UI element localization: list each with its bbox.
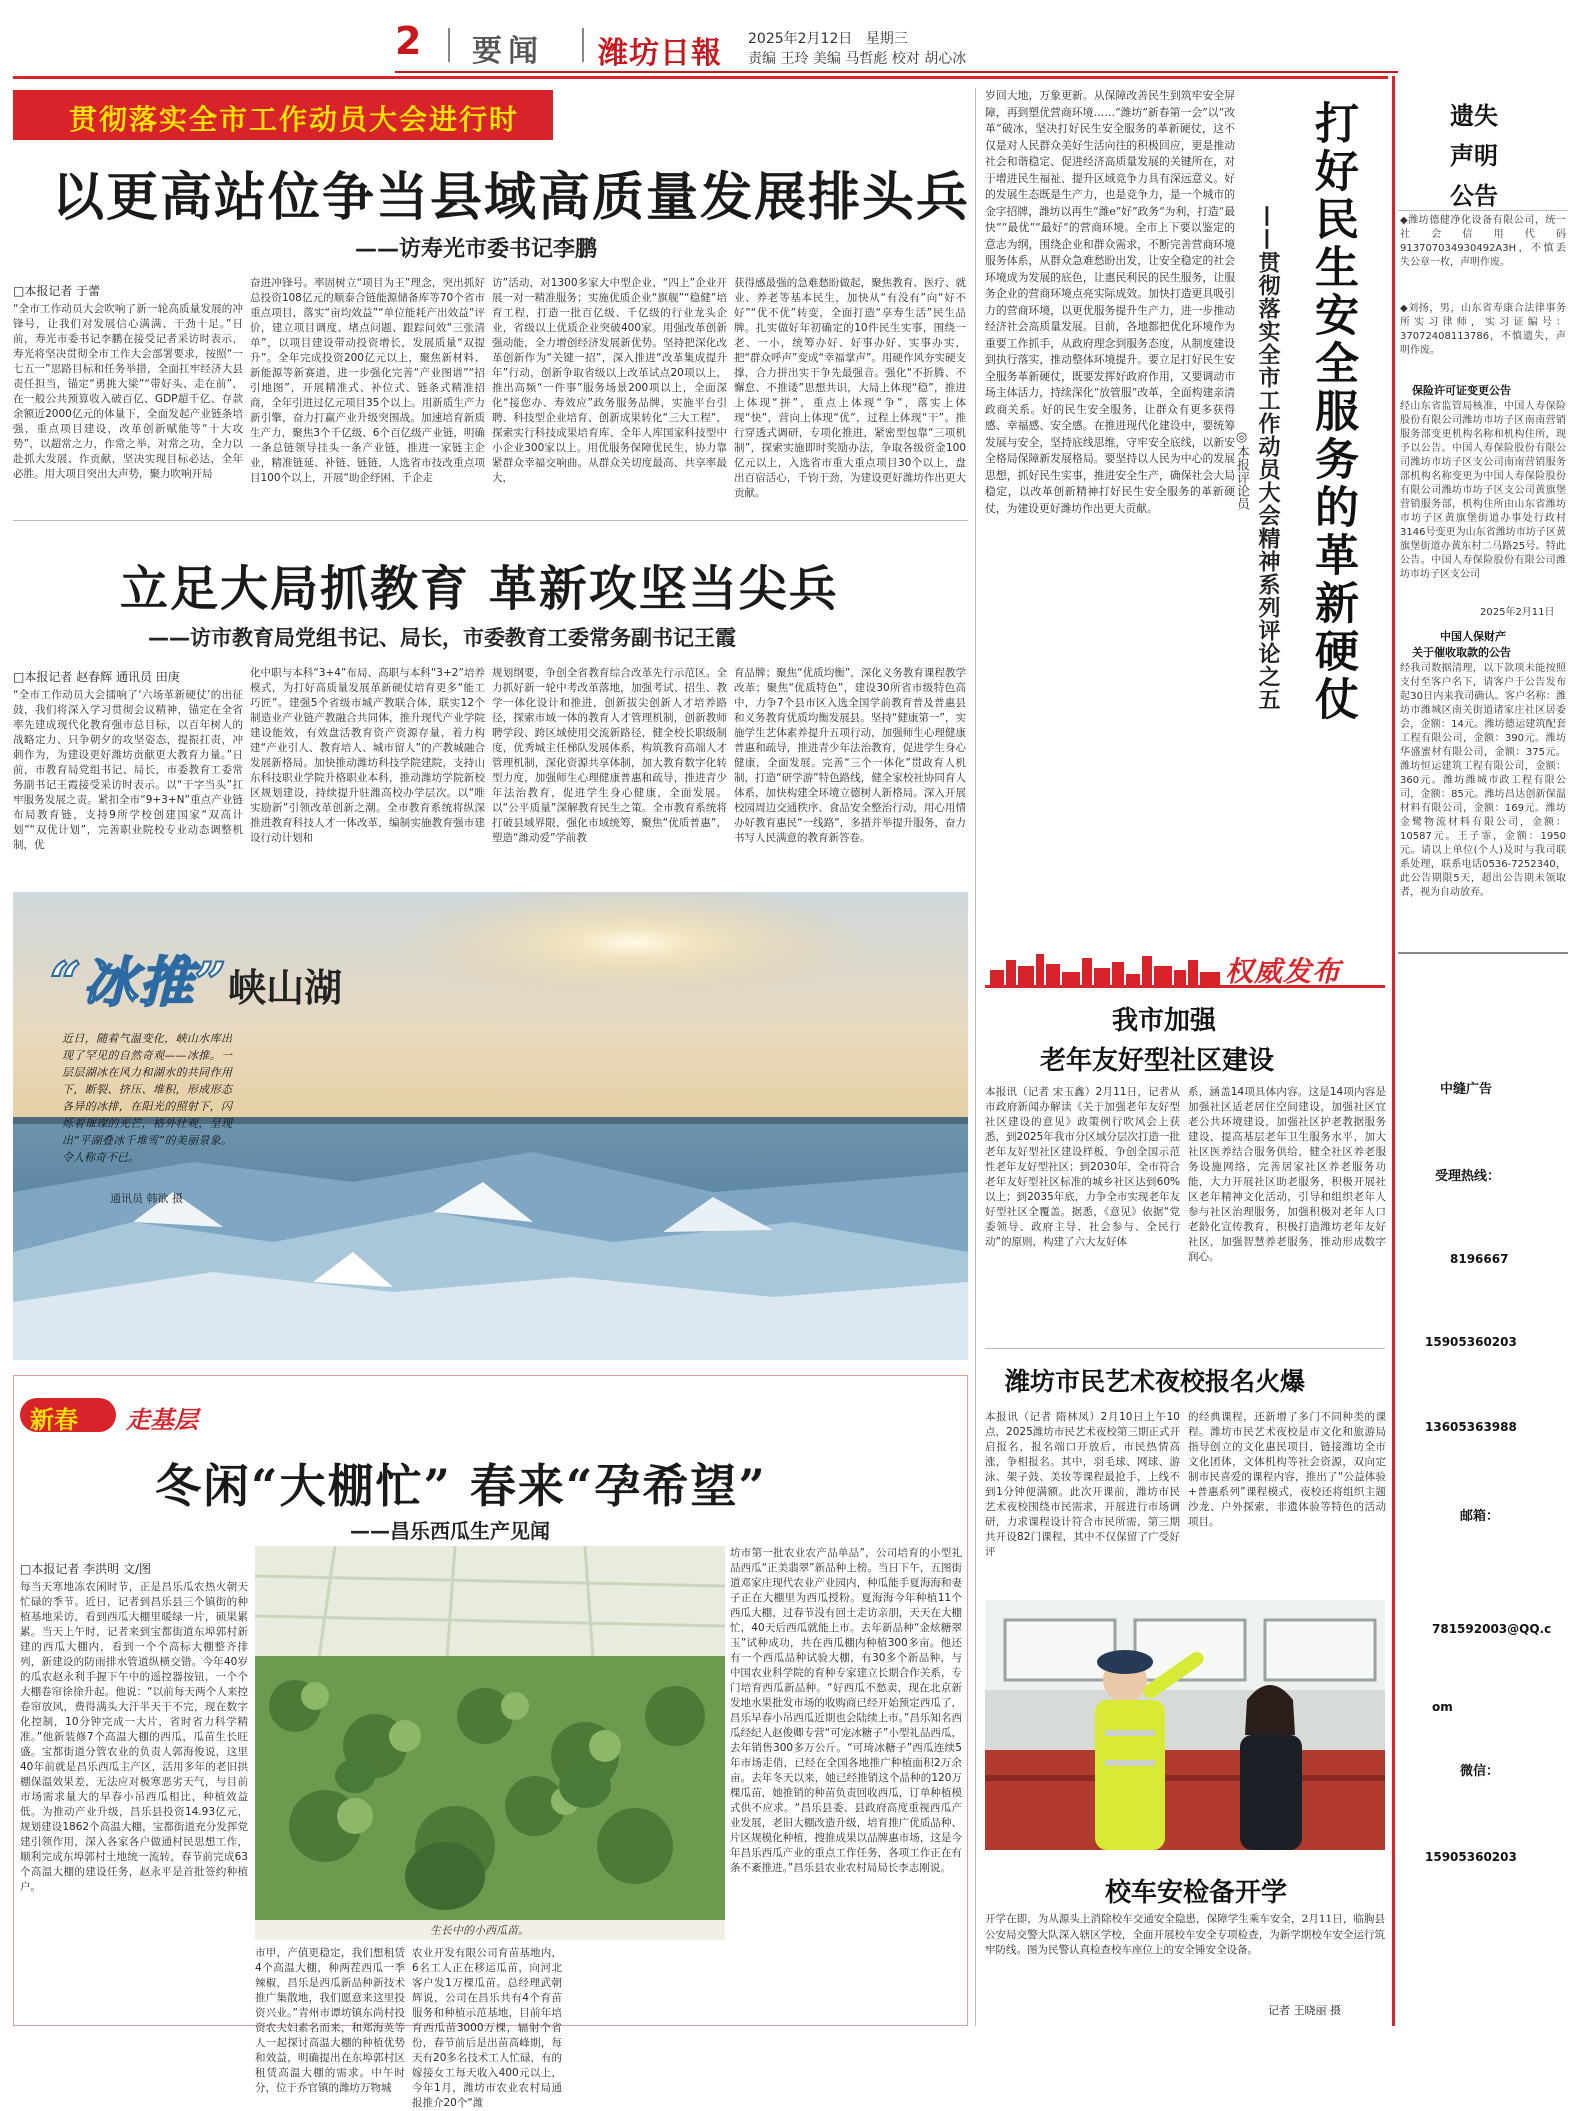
authority-art3-credit: 记者 王晓丽 摄 (1268, 2004, 1341, 2017)
claim-title-2: 关于催收取款的公告 (1412, 646, 1511, 659)
article2-byline: □本报记者 赵春辉 通讯员 田庚 (13, 670, 180, 684)
license-text: 经山东省监管局核准，中国人寿保险股份有限公司潍坊市坊子区南南营销服务部变更机构名称和机构住所，现予以公告。中国人寿保险股份有限公司潍坊市坊子区支公司南南营销服务部机构名称变更为中国人寿保险股份有限公司潍坊市坊子区支公司黄旗堡营销服务部，机构住所由山东省潍坊市坊子区黄旗堡街道办事处行政村3146号变更为山东省潍坊市坊子区黄旗堡街道办黄东村二马路25号。特此公告。中国人寿保险股份有限公司潍坊市坊子区支公司 (1400, 401, 1566, 580)
article3-col3: 农业开发有限公司育苗基地内，6名工人正在移运瓜苗，向河北客户发1万棵瓜苗。总经理武朝辉说，公司在昌乐共有4个育苗服务和种植示范基地，目前年培育西瓜苗3000万棵，辐射个省份，春节前后是出苗高峰期，每天有20多名技术工人忙碌，有的嫁接女工每天收入400元以上，今年1月，潍坊市农业农村局通报推介20个“潍 (412, 1947, 562, 2109)
authority-art1-title-1: 我市加强 (1112, 1006, 1217, 1036)
article2-col2: 化中职与本科“3+4”布局、高职与本科“3+2”培养模式，为打好高质量发展革新硬仗培育更多“能工巧匠”。建强5个省级市城产教联合体，联实12个制造业产业链产教融合共同体，推升现代产业学院建设能效，有效盘活教育资产资源存量，着力构建“产业引人、教育培人、城市留人”的产教城融合发展新格局。加快推动潍坊科技学院建院，支持山东科技职业学院升格职业本科，推动潍坊学院新校区规划建设，持续提升驻潍高校办学层次。以“唯实励新”引领改革创新之潮。全市教育系统将纵深推进教育科技人才一体改革，编制实施教育强市建设行动计划和 (250, 667, 485, 844)
license-title: 保险许可证变更公告 (1412, 384, 1511, 397)
watermelon-greenhouse-image (255, 1546, 725, 1940)
paper-name: 潍坊日報 (598, 36, 722, 71)
email-label: 邮箱： (1460, 1509, 1500, 1524)
divider (985, 1348, 1385, 1349)
ad-title: 中缝广告 (1440, 1082, 1493, 1097)
ice-push-caption: 近日，随着气温变化，峡山水库出现了罕见的自然奇观——冰推。一层层湖冰在风力和湖水的共同作用下，断裂、挤压、堆积，形成形态各异的冰排，在阳光的照射下，闪烁着璀璨的光芒，格外壮观，呈现出“平湖叠冰千堆雪”的美丽景象。令人称奇不已。 (62, 1032, 232, 1164)
wechat-label: 微信： (1460, 1764, 1500, 1779)
authority-art1-col2: 系，涵盖14项具体内容。这是14项内容是加强社区适老居住空间建设，加强社区宜老公共环境建设，加强社区护老教据服务建设，提高基层老年卫生服务水平，加大社区医养结合服务供给，健全社区养老服务设施网络，完善居家社区养老服务功能，大力开展社区助老服务，积极开展社区老年精神文化活动，引导和组织老年人参与社区治理服务，加强积极对老年人口老龄化宣传教育，积极打造潍坊老年友好社区，加强智慧养老服务，推动形成数字润心。 (1188, 1086, 1386, 1263)
commentary-author: ◎本报评论员 (1234, 430, 1249, 510)
article3-col1: 每当天寒地冻农闲时节，正是昌乐瓜农热火朝天忙碌的季节。近日，记者到昌乐县三个镇街的种植基地采访，看到西瓜大棚里暖绿一片，硕果累累。当天上午时，记者来到宝都街道东埠郭村新建的西瓜大棚内，看到一个个高标大棚整齐排列，新建设的防雨排水管道纵横交错。今年40岁的瓜农赵永利手握下午中的遥控器按钮，一个个大棚卷帘徐徐升起。他说：“以前每天两个人来控卷帘放风，费得满头大汗半天干不完，现在数字化控制，10分钟完成一大片，省时省力科学精准。”他新装修7个高温大棚的西瓜，瓜苗生长旺盛。宝都街道分管农业的负责人郭海俊说，这里40年前就是昌乐西瓜主产区，活用多年的老旧拱棚保温效果差，无法应对极寒恶劣天气，与目前市场需求量大的早春小吊西瓜相比，种植效益低。为推动产业升级，昌乐县投资14.93亿元，规划建设1862个高温大棚，宝都街道充分发挥党建引领作用，深入各家各户做通村民思想工作，顺利完成东埠郭村土地统一流转，春节前完成63个高温大棚的建设任务，赵永平是首批签约种植户。 (20, 1581, 248, 1893)
sidebar-notice-1: ◆潍坊德健净化设备有限公司，统一社会信用代码913707034930492A3H，不慎丢失公章一枚，声明作废。 (1400, 215, 1566, 268)
ice-push-title-rest: 峡山湖 (228, 965, 343, 1010)
ice-push-title-quoted: “冰推” (50, 950, 229, 1014)
ice-push-title (50, 940, 342, 1017)
article1-col4: 获得感最强的急难愁盼做起，聚焦教育、医疗、就业、养老等基本民生，加快从“有没有”向“好不好”“优不优”转变，全面打造“享寿生活”民生品牌。扎实做好年初确定的10件民生实事，围绕一老、一小，统筹办好、好事办好、实事办实，把“群众呼声”变成“幸福掌声”。用硬作风夯实硬支撑，合力拼出实干争先最强音。强化“不折腾、不懈怠、不推诿”思想共识，大局上体现“稳”，推进上体现“拼”，重点上体现“争”，落实上体现“快”，营向上体现“优”，过程上体现“干”。推行穿透式调研，专项化推进，紧密型包靠“三项机制”，探索实施即时奖励办法，争取各级资金100亿元以上，入选省市重大重点项目30个以上，盘出百宿活心，千钧干劲，为建设更好潍坊作出更大贡献。 (734, 277, 966, 499)
sidebar-title-3: 公告 (1450, 182, 1498, 210)
phone-2[interactable]: 15905360203 (1425, 1335, 1517, 1349)
divider (13, 520, 968, 521)
article2-col4: 育品牌；聚焦“优质均衡”，深化义务教育课程教学改革；聚焦“优质特色”，建设30所省市级特色高中，力争7个县市区入选全国学前教育普及普惠县和义务教育优质均衡发展县。坚持“健康第一”，实施学生艺体素养提升五项行动，加强师生心理健康普惠和疏导，推进青少年法治教育，促进学生身心健康，全面发展。完善“三个一体化”贯政育人机制，打造“研学游”特色路线，健全家校社协同育人体系，加快构建全环境立德树人新格局。深入开展校园周边交通秩序、食品安全整治行动，用心用情办好教育惠民“一线路”，多措并举提升服务，奋力书写人民满意的教育新答卷。 (734, 667, 966, 844)
phone-3[interactable]: 13605363988 (1425, 1420, 1517, 1434)
email-address[interactable]: 781592003@QQ.com (1432, 1622, 1552, 1714)
claim-title-1: 中国人保财产 (1440, 630, 1506, 643)
article2-subtitle: ——访市教育局党组书记、局长，市委教育工委常务副书记王霞 (148, 626, 736, 650)
article1-col1: “全市工作动员大会吹响了新一轮高质量发展的冲锋号，让我们对发展信心满满、干劲十足。”日前，寿光市委书记李鹏在接受记者采访时表示，寿光将坚决贯彻全市工作大会部署要求，按照“一七五一”思路目标和任务举措，全面扛牢经济大县责任担当，锚定“勇挑大梁”“带好头、走在前”，在一般公共预算收入破百亿、GDP超千亿、存款余额近2000亿元的体量下，全面发起产业链条培强，重点项目建设，改革创新赋能等“十大攻势”，以超常之力，作常之举，对常之功，全力以赴抓大发展、作贡献，坚决实现目标必达，全年必胜。用大项目突出大声势，聚力吹响开局 (13, 303, 243, 480)
article2-title: 立足大局抓教育 革新攻坚当尖兵 (120, 561, 839, 617)
claim-text: 经我司数据清理，以下款项未能按照支付至客户名下，请客户于公告发布起30日内来我司确认。客户名称：潍坊市潍城区南关街道诸家庄社区居委会，金额：14元。潍坊德运建筑配套工程有限公司，金额：390元。潍坊华盛蜜材有限公司，金额：375元。潍坊恒运建筑工程有限公司，金额：360元。潍坊潍城市政工程有限公司，金额：85元。潍坊昌达创新保温材料有限公司，金额：169元。潍坊金鹭物流材料有限公司，金额：10587元。王子霏，金额：1950元。请以上单位(个人)及时与我司联系处理，联系电话0536-7252340，此公告期限5天，超出公告期未领取者，视为自动放弃。 (1400, 663, 1566, 898)
article1-col3: 访”活动，对1300多家大中型企业、“四上”企业开展一对一精准服务；实施优质企业“旗舰”“稳健”培育工程，打造一批百亿级、千亿级的行业龙头企业，省级以上优质企业突破400家。用强改革创新强动能，全力增创经济发展新优势。坚持把深化改革创新作为“关键一招”，深入推进“改革集成提升年”行动，创新争取省级以上改革试点20项以上，推出高频“一件事”服务场景200项以上，全面深化“接您办、寿效应”政务服务品牌，实施平台引聘、科技型企业培育、创新成果转化“三大工程”，探索实行科技成果培育库、全年人库国家科技型中小企业300家以上。用优服务保障优民生，协力靠紧群众幸福交响曲。从群众关切度最高、共享率最大， (492, 277, 727, 484)
section-name: 要闻 (472, 34, 544, 69)
authority-art1-col1: 本报讯（记者 宋玉鑫）2月11日，记者从市政府新闻办解读《关于加强老年友好型社区建设的意见》政策例行吹风会上获悉，到2025年我市分区域分层次打造一批老年友好型社区建设样板，争创全国示范性老年友好型社区；到2030年，全市符合老年友好型社区标准的城乡社区达到60%以上；到2035年底，力争全市实现老年友好型社区全覆盖。据悉，《意见》依据“党委领导、政府主导、社会参与、全民行动”的原则，构建了六大友好体 (985, 1086, 1180, 1248)
editors: 责编 王玲 美编 马哲彪 校对 胡心冰 (748, 51, 967, 67)
divider (1398, 210, 1568, 211)
sidebar-divider (1392, 76, 1395, 2026)
authority-art2-col1: 本报讯（记者 隋林凤）2月10日上午10点，2025潍坊市民艺术夜校第三期正式开启报名，报名端口开放后，市民热情高涨，争相报名。其中，羽毛球、网球、游泳、架子鼓、美妆等课程最抢手，上线不到1分钟便满额。此次开课前，潍坊市民艺术夜校围绕市民需求，开展进行市场调研，力求课程设计符合市民所需，第三期共开设82门课程，其中不仅保留了广受好评 (985, 1411, 1180, 1558)
school-bus-inspection-image (985, 1600, 1385, 1850)
sidebar-notice-2: ◆刘扬，男，山东省寿康合法律事务所实习律师，实习证编号：37072408113786，不慎遗失，声明作废。 (1400, 303, 1566, 356)
authority-skyline-icon (990, 950, 1220, 990)
dateline (748, 28, 908, 48)
divider (1398, 952, 1568, 954)
watermelon-caption: 生长中的小西瓜苗。 (430, 1924, 529, 1937)
article2-col1: “全市工作动员大会擂响了‘六场革新硬仗’的出征鼓，我们将深入学习贯彻会议精神，锚定在全省率先建成现代化教育强市总目标，以百年树人的战略定力、只争朝夕的攻坚姿态，提振扛责，冲刺作为，为建设更好潍坊贡献更大教育力量。”日前，市教育局党组书记、局长，市委教育工委常务副书记王霞接受采访时表示。以“干字当头”扛牢服务发展之责。紧扣全市“9+3+N”重点产业链布局教育链，支持9所学校创建国家“双高计划”“双优计划”，完善职业院校专业动态调整机制，优 (13, 689, 243, 851)
article1-title: 以更高站位争当县域高质量发展排头兵 (52, 167, 971, 228)
sidebar-title-1: 遗失 (1450, 102, 1498, 130)
authority-art1-title-2: 老年友好型社区建设 (1040, 1046, 1275, 1076)
license-date: 2025年2月11日 (1480, 607, 1555, 618)
column-divider (975, 88, 976, 2026)
sidebar-title-2: 声明 (1450, 142, 1498, 170)
authority-art3-caption: 开学在即，为从源头上消除校车交通安全隐患，保障学生乘车安全，2月11日，临朐县公安局交警大队深入辖区学校，全面开展校车安全专项检查，为新学期校车安全运行筑牢防线。图为民警认真检查校车座位上的安全锤安全设备。 (985, 1913, 1385, 1956)
school-bus-photo (985, 1600, 1385, 1850)
city-skyline-icon (990, 950, 1220, 986)
article3-col4: 坊市第一批农业农产品单品”，公司培育的小型礼品西瓜“正美翡翠”新品种上榜。当日下午，五图街道邓家庄现代农业产业园内，种瓜能手夏海海和妻子正在大棚里为西瓜授粉。夏海海今年种植11个西瓜大棚，过春节没有回土走访亲朋，天天在大棚忙，40天后西瓜就能上市。去年新品种“金炫糖翠玉”试种成功，共在西瓜棚内种植300多亩。他还有一个西瓜品种试验大棚，有30多个新品种，与中国农业科学院的育种专家建立长期合作关系，专门培育西瓜新品种。“好西瓜不愁卖，现在北京新发地水果批发市场的收购商已经开始预定西瓜了，昌乐早春小吊西瓜近期也会陆续上市。”昌乐知名西瓜经纪人赵俊卿专营“可宠冰糖子”小型礼品西瓜，去年销售300多万公斤。“可琦冰糖子”西瓜连续5年市场走俏，已经在全国各地推广种植面积2万余亩。去年冬天以来，她已经推销这个品种的120万棵瓜苗，她推销的种苗负责回收西瓜，订单种植模式供不应求。“昌乐县委、县政府高度重视西瓜产业发展，老旧大棚改造升级，培育推广优质品种、片区规模化种植，搜推成果以品牌惠市场，这是今年昌乐西瓜产业的重点工作任务，各项工作正在有条不紊推进。”昌乐县农业农村局局长李志刚说。 (730, 1547, 962, 1874)
wechat-id[interactable]: 15905360203 (1425, 1850, 1517, 1864)
date: 2025年2月12日 (748, 31, 853, 47)
article3-gap (568, 1946, 724, 2022)
topic-banner: 贯彻落实全市工作动员大会进行时 (13, 90, 553, 140)
new-spring-tag-text: 新春 (30, 1406, 78, 1434)
hotline-label: 受理热线： (1435, 1169, 1501, 1184)
article1-subtitle: ——访寿光市委书记李鹏 (355, 237, 598, 262)
article3-subtitle: ——昌乐西瓜生产见闻 (350, 1519, 550, 1543)
page-number: 2 (395, 19, 422, 63)
article1-byline: □本报记者 于蕾 (13, 284, 101, 298)
divider (582, 28, 584, 62)
authority-art2-title: 潍坊市民艺术夜校报名火爆 (1005, 1367, 1306, 1396)
article1-col2: 奋进冲锋号。率固树立“项目为王”理念，突出抓好总投资108亿元的顺泰合链能源储备库等70个省市重点项目，落实“亩均效益”“单位能耗产出效益”评价，建立项目调度、堵点问题、跟踪问效“三张清单”，以项目建设带动投资增长，发展质量“双提升”。全年完成投资200亿元以上，聚焦新材料、新能源等新赛道，进一步强化完善“产业图谱”“招引地图”，开展精准式、补位式、链条式精准招商，全年引进过亿元项目35个以上。用新质生产力新引擎，奋力打赢产业升级突围战。加速培育新质生产力，聚焦3个千亿级、6个百亿级产业链，明确一条总链领导挂头一条产业链，推进一家链主企业，精准链延、补链、链链，人选省市技改重点项目100个以上，开展“助企纾困、千企走 (250, 277, 485, 484)
ice-push-credit: 通讯员 韩欲 摄 (110, 1192, 183, 1205)
phone-1[interactable]: 8196667 (1450, 1252, 1509, 1266)
article3-title: 冬闲“大棚忙” 春来“孕希望” (155, 1459, 767, 1513)
article3-col2: 市甲，产值更稳定，我们想租赁4个高温大棚，种两茬西瓜一季辣椒，昌乐是西瓜新品种新技术推广集散地，我们愿意来这里投资兴业。”青州市谭坊镇东尚村投资农夫妇素名而来，和郑海英等人一起探讨高温大棚的种植优势和效益，明确提出在东埠郭村区租赁高温大棚的需求。中午时分，位于乔官镇的潍坊万物城 (255, 1947, 405, 2094)
article2-col3: 规划纲要，争创全省教育综合改革先行示范区。全力抓好新一轮中考改革落地，加强考试、招生、教学一体化设计和推进，创新拔尖创新人才培养路径，探索市域一体的教育人才管理机制，创新教师聘学段、跨区域使用交流新路径，健全校长职级制度，优秀城主任梯队发展体系，构筑教育高端人才管理机制，深化资源共享体制，加大教育数字化转型力度，加强师生心理健康普惠和疏导，推进青少年法治教育，促进学生身心健康，全面发展。以“公平质量”深解教育民生之策。全市教育系统将打破县域界限，强化市域统筹，聚焦“优质普惠”，塑造“潍动爱”学前教 (492, 667, 727, 844)
weekday: 星期三 (865, 31, 908, 47)
authority-art3-title: 校车安检备开学 (1105, 1878, 1288, 1908)
article3-byline: □本报记者 李洪明 文/图 (20, 1562, 152, 1576)
commentary-series: ——贯彻落实全市工作动员大会精神系列评论之五 (1255, 205, 1280, 711)
authority-art2-col2: 的经典课程，还新增了多门不同种类的课程。潍坊市民艺术夜校是市文化和旅游局指导创立的文化惠民项目，链接潍坊全市文化团体，文体机构等社会资源，双向定制市民喜爱的课程内容，推出了“公益体验+普惠系列”课程模式，夜校还将组织主题沙龙、户外探索，非遗体验等特色的活动项目。 (1188, 1411, 1386, 1528)
authority-tag: 权威发布 (1225, 955, 1342, 988)
commentary-text: 岁回大地，万象更新。从保障改善民生到筑牢安全屏障，再到塑优营商环境……“潍坊”新春第一会”以“改革”破冰，坚决打好民生安全服务的革新硬仗，这不仅是对人民群众美好生活向往的积极回应，更是推动社会和谐稳定、促进经济高质量发展的关键所在，对于增进民生福祉、提升区域竞争力具有深远意义。好的发展生态既是生产力，也是竞争力，是一个城市的金字招牌，潍坊以再生“潍e”好”政务“为利，打造“最快”“最优”“最好”的营商环境。全市上下要以鉴定的意志为纲，围绕企业和群众需求，不断完善营商环境服务体系，从群众急难愁盼出发，让安全稳定的社会环境成为发展的底色，让惠民利民的民生服务，让服务企业的营商环境点亮实际成效。加快打造更具吸引力的营商环境，以更优服务提升生产力，进一步推动经济社会高质量发展。目前，各地都把优化环境作为重要工作抓手，从政府理念到服务态度，从制度建设到执行落实，推动整体环境提升。要立足打好民生安全服务革新硬仗，既要发挥好政府作用，又要调动市场主体活力，持续深化“放管服”改革，全面构建亲清政商关系。好的民生安全服务，让群众有更多获得感、幸福感、安全感。在推进现代化建设中，要统筹发展与安全，坚持底线思维，守牢安全底线，以新安全格局保障新发展格局。要坚持以人民为中心的发展思想，抓好民生实事，推进安全生产，确保社会大局稳定，以改革创新精神打好民生安全服务的革新硬仗，为建设更好潍坊作出更大贡献。 (985, 89, 1235, 515)
header-rule (13, 76, 1388, 79)
divider (448, 28, 450, 62)
commentary-title: 打好民生安全服务的革新硬仗 (1307, 100, 1358, 724)
watermelon-photo (255, 1546, 725, 1940)
go-grassroots-tag: 走基层 (126, 1406, 198, 1434)
